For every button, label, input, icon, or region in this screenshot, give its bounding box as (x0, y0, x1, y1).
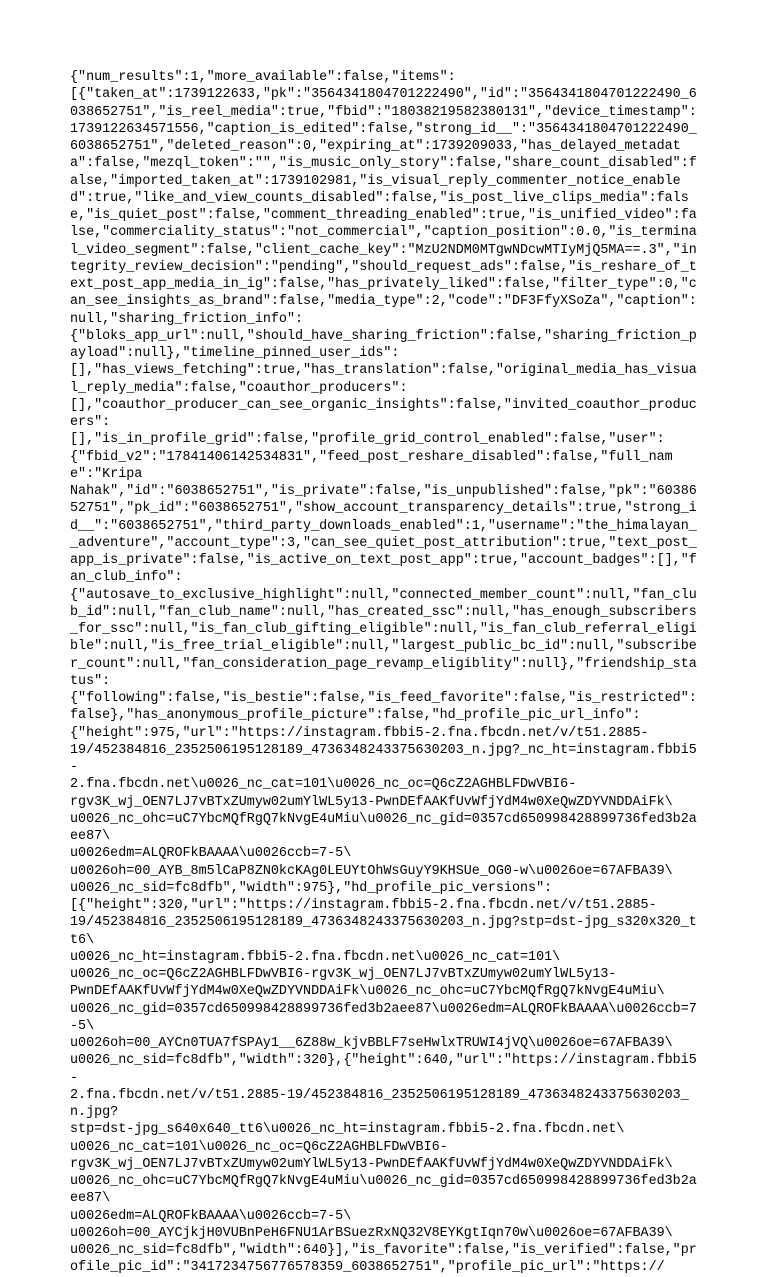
raw-json-text: {"num_results":1,"more_available":false,"items": [{"taken_at":1739122633,"pk":"3564341804701222490","id":"3564341804701222490_6038652751","is_reel_media":true,"fbid":"18038219582380131","device_timestamp":1739122634571556,"caption_is_edited":false,"strong_id__":"3564341804701222490_6038652751","deleted_reason":0,"expiring_at":1739209033,"has_delayed_metadata":false,"mezql_token":"","is_music_only_story":false,"share_count_disabled":false,"imported_taken_at":1739102981,"is_visual_reply_commenter_notice_enabled":true,"like_and_view_counts_disabled":false,"is_post_live_clips_media":false,"is_quiet_post":false,"comment_threading_enabled":true,"is_unified_video":false,"commerciality_status":"not_commercial","caption_position":0.0,"is_terminal_video_segment":false,"client_cache_key":"MzU2NDM0MTgwNDcwMTIyMjQ5MA==.3","integrity_review_decision":"pending","should_request_ads":false,"is_reshare_of_text_post_app_media_in_ig":false,"has_privately_liked":false,"filter_type":0,"can_see_insights_as_brand":false,"media_type":2,"code":"DF3FfyXSoZa","caption":null,"sharing_friction_info": {"bloks_app_url":null,"should_have_sharing_friction":false,"sharing_friction_payload":null},"timeline_pinned_user_ids": [],"has_views_fetching":true,"has_translation":false,"original_media_has_visual_reply_media":false,"coauthor_producers": [],"coauthor_producer_can_see_organic_insights":false,"invited_coauthor_producers": [],"is_in_profile_grid":false,"profile_grid_control_enabled":false,"user": {"fbid_v2":"17841406142534831","feed_post_reshare_disabled":false,"full_name":"Kripa Nahak","id":"6038652751","is_private":false,"is_unpublished":false,"pk":"6038652751","pk_id":"6038652751","show_account_transparency_details":true,"strong_id__":"6038652751","third_party_downloads_enabled":1,"username":"the_himalayan__adventure","account_type":3,"can_see_quiet_post_attribution":true,"text_post_app_is_private":false,"is_active_on_text_post_app":true,"account_badges":[],"fan_club_info": {"autosave_to_exclusive_highlight":null,"connected_member_count":null,"fan_club_id":null,"fan_club_name":null,"has_created_ssc":null,"has_enough_subscribers_for_ssc":null,"is_fan_club_gifting_eligible":null,"is_fan_club_referral_eligible":null,"is_free_trial_eligible":null,"largest_public_bc_id":null,"subscriber_count":null,"fan_consideration_page_revamp_eligiblity":null},"friendship_status": {"following":false,"is_bestie":false,"is_feed_favorite":false,"is_restricted":false},"has_anonymous_profile_picture":false,"hd_profile_pic_url_info": {"height":975,"url":"https://instagram.fbbi5-2.fna.fbcdn.net/v/t51.2885- 19/452384816_2352506195128189_4736348243375630203_n.jpg?_nc_ht=instagram.fbbi5- 2.fna.fbcdn.net\u0026_nc_cat=101\u0026_nc_oc=Q6cZ2AGHBLFDwVBI6- rgv3K_wj_OEN7LJ7vBTxZUmyw02umYlWL5y13-PwnDEfAAKfUvWfjYdM4w0XeQwZDYVNDDAiFk\ u0026_nc_ohc=uC7YbcMQfRgQ7kNvgE4uMiu\u0026_nc_gid=0357cd650998428899736fed3b2aee87\ u0026edm=ALQROFkBAAAA\u0026ccb=7-5\ u0026oh=00_AYB_8m5lCaP8ZN0kcKAg0LEUYtOhWsGuyY9KHSUe_OG0-w\u0026oe=67AFBA39\ u0026_nc_sid=fc8dfb","width":975},"hd_profile_pic_versions": [{"height":320,"url":"https://instagram.fbbi5-2.fna.fbcdn.net/v/t51.2885- 19/452384816_2352506195128189_4736348243375630203_n.jpg?stp=dst-jpg_s320x320_tt6\ u0026_nc_ht=instagram.fbbi5-2.fna.fbcdn.net\u0026_nc_cat=101\ u0026_nc_oc=Q6cZ2AGHBLFDwVBI6-rgv3K_wj_OEN7LJ7vBTxZUmyw02umYlWL5y13- PwnDEfAAKfUvWfjYdM4w0XeQwZDYVNDDAiFk\u0026_nc_ohc=uC7YbcMQfRgQ7kNvgE4uMiu\ u0026_nc_gid=0357cd650998428899736fed3b2aee87\u0026edm=ALQROFkBAAAA\u0026ccb=7-5\ u0026oh=00_AYCn0TUA7fSPAy1__6Z88w_kjvBBLF7seHwlxTRUWI4jVQ\u0026oe=67AFBA39\ u0026_nc_sid=fc8dfb","width":320},{"height":640,"url":"https://instagram.fbbi5- 2.fna.fbcdn.net/v/t51.2885-19/452384816_2352506195128189_4736348243375630203_n.jpg? stp=dst-jpg_s640x640_tt6\u0026_nc_ht=instagram.fbbi5-2.fna.fbcdn.net\ u0026_nc_cat=101\u0026_nc_oc=Q6cZ2AGHBLFDwVBI6- rgv3K_wj_OEN7LJ7vBTxZUmyw02umYlWL5y13-PwnDEfAAKfUvWfjYdM4w0XeQwZDYVNDDAiFk\ u0026_nc_ohc=uC7YbcMQfRgQ7kNvgE4uMiu\u0026_nc_gid=0357cd650998428899736fed3b2aee87\ u0026edm=ALQROFkBAAAA\u0026ccb=7-5\ u0026oh=00_AYCjkjH0VUBnPeH6FNU1ArBSuezRxNQ32V8EYKgtIqn70w\u0026oe=67AFBA39\ u0026_nc_sid=fc8dfb","width":640}],"is_favorite":false,"is_verified":false,"profile_pic_id":"3417234756776578359_6038652751","profile_pic_url":"https:// (70, 70, 697, 1276)
